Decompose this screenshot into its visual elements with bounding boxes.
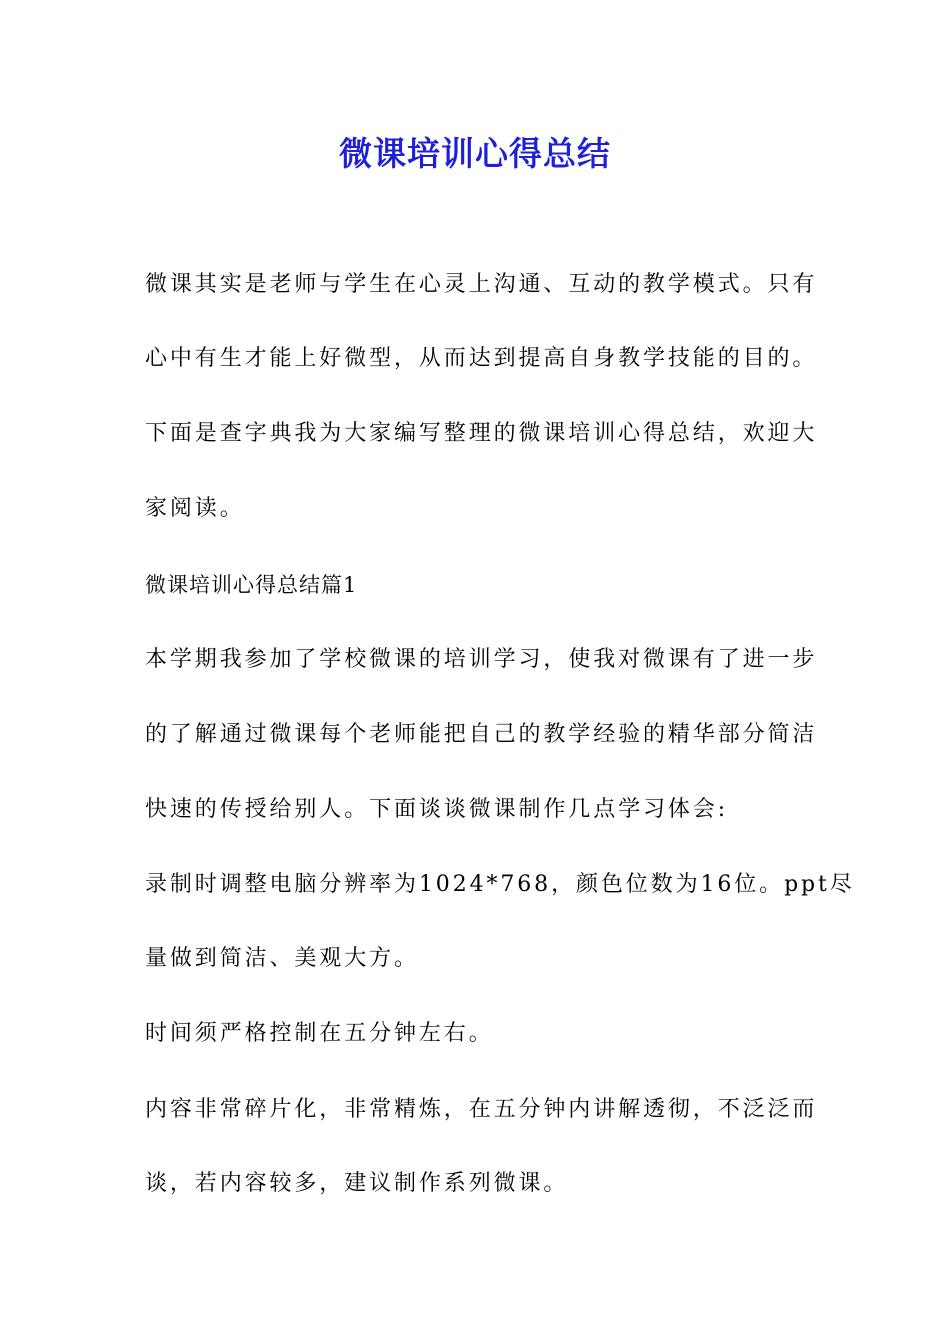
paragraph-line: 内容非常碎片化，非常精炼，在五分钟内讲解透彻，不泛泛而 xyxy=(145,1097,818,1122)
paragraph-line: 下面是查字典我为大家编写整理的微课培训心得总结，欢迎大 xyxy=(145,421,818,446)
paragraph-line: 家阅读。 xyxy=(145,496,245,521)
paragraph-line: 微课其实是老师与学生在心灵上沟通、互动的教学模式。只有 xyxy=(145,272,818,297)
document-title: 微课培训心得总结 xyxy=(339,134,611,173)
paragraph-line: 的了解通过微课每个老师能把自己的教学经验的精华部分简洁 xyxy=(145,722,818,747)
paragraph-line: 本学期我参加了学校微课的培训学习，使我对微课有了进一步 xyxy=(145,647,818,672)
paragraph-line: 录制时调整电脑分辨率为1024*768，颜色位数为16位。ppt尽 xyxy=(145,872,855,897)
paragraph-line: 时间须严格控制在五分钟左右。 xyxy=(145,1021,494,1046)
paragraph-line: 快速的传授给别人。下面谈谈微课制作几点学习体会: xyxy=(145,797,729,822)
section-heading: 微课培训心得总结篇1 xyxy=(145,573,358,597)
paragraph-line: 谈，若内容较多，建议制作系列微课。 xyxy=(145,1171,569,1196)
paragraph-line: 量做到简洁、美观大方。 xyxy=(145,946,419,971)
paragraph-line: 心中有生才能上好微型，从而达到提高自身教学技能的目的。 xyxy=(145,346,818,371)
